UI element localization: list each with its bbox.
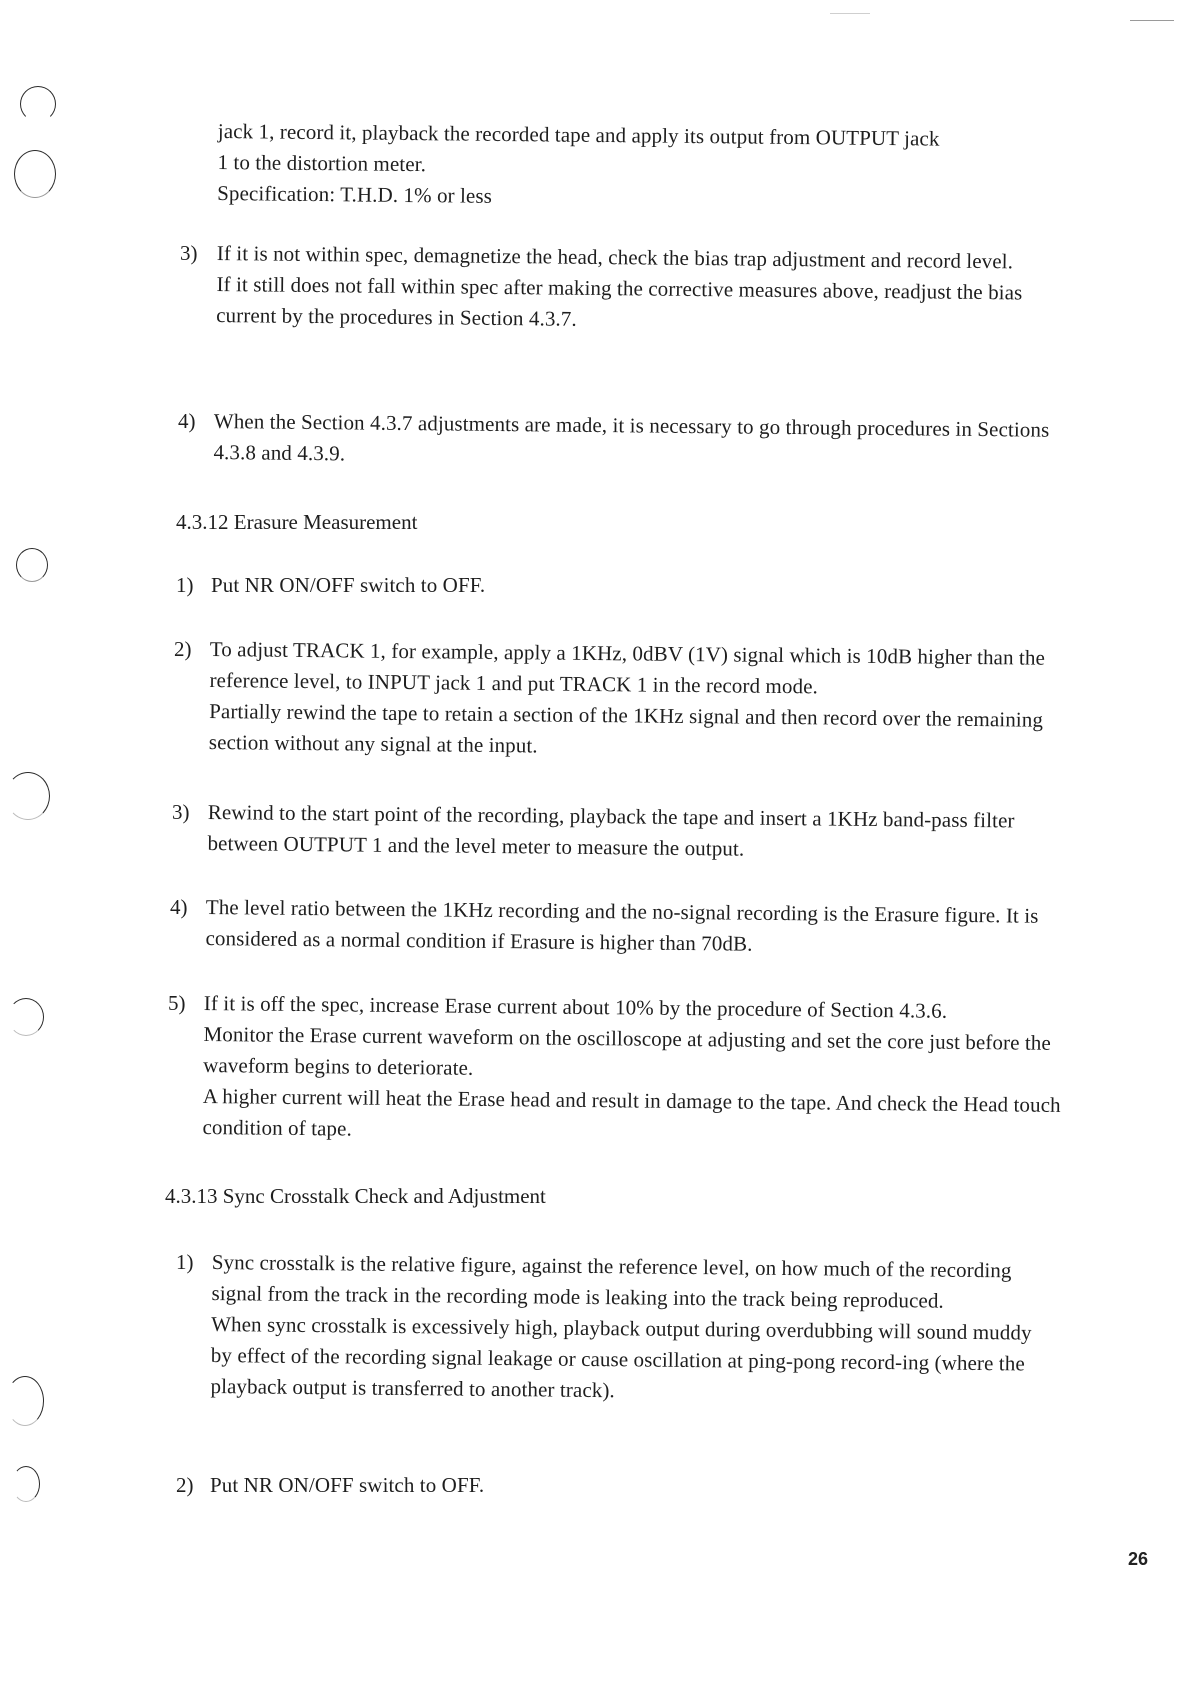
step-body xyxy=(210,1247,1057,1411)
step-paragraph: Put NR ON/OFF switch to OFF. xyxy=(210,1473,485,1497)
step-number: 1) xyxy=(176,573,194,597)
binder-hole-mark xyxy=(6,1376,44,1426)
step-paragraph: When the Section 4.3.7 adjustments are made, it is necessary to go through procedures in Sections 4.3.8 and 4.3.9. xyxy=(213,408,1050,466)
step-paragraph: If it is off the spec, increase Erase current about 10% by the procedure of Section 4.3.6. xyxy=(203,990,948,1023)
step-paragraph: When sync crosstalk is excessively high, playback output during overdubbing will sound muddy by effect of the recording signal leakage or cause oscillation at ping-pong record-ing (where the playback output is transferred to another track). xyxy=(210,1311,1032,1403)
step-paragraph: If it is not within spec, demagnetize the head, check the bias trap adjustment and record level. xyxy=(216,240,1014,274)
scan-speck xyxy=(1130,20,1174,21)
binder-hole-mark xyxy=(6,772,50,820)
step-paragraph: Partially rewind the tape to retain a section of the 1KHz signal and then record over the remaining section without any signal at the input. xyxy=(208,698,1044,758)
step-body xyxy=(205,892,1063,963)
step-body xyxy=(211,570,1071,601)
step-number: 5) xyxy=(168,991,186,1015)
step-body xyxy=(210,1470,1060,1501)
continuation-line xyxy=(217,116,1078,218)
binder-hole-mark xyxy=(16,548,48,582)
binder-hole-mark xyxy=(20,86,56,122)
step-body xyxy=(207,797,1065,868)
scan-speck xyxy=(830,13,870,14)
step-paragraph: Sync crosstalk is the relative figure, against the reference level, on how much of the recording signal from the track in the recording mode is leaking into the track being reproduced. xyxy=(211,1249,1012,1313)
step-body xyxy=(202,988,1062,1152)
step-paragraph: Put NR ON/OFF switch to OFF. xyxy=(211,573,486,597)
step-number: 4) xyxy=(170,895,188,919)
step-number: 2) xyxy=(176,1473,194,1497)
step-paragraph: Rewind to the start point of the recording, playback the tape and insert a 1KHz band-pass filter between OUTPUT 1 and the level meter to measure the output. xyxy=(207,799,1015,861)
section-heading: 4.3.13 Sync Crosstalk Check and Adjustment xyxy=(165,1184,546,1208)
step-paragraph: To adjust TRACK 1, for example, apply a 1KHz, 0dBV (1V) signal which is 10dB higher than the reference level, to INPUT jack 1 and put TRACK 1 in the record mode. xyxy=(209,636,1046,699)
step-number: 2) xyxy=(174,637,192,661)
step-number: 4) xyxy=(178,409,196,433)
step-number: 3) xyxy=(172,800,190,824)
step-number: 1) xyxy=(176,1250,194,1274)
step-body xyxy=(213,406,1071,477)
binder-hole-mark xyxy=(14,150,56,198)
step-paragraph: A higher current will heat the Erase head and result in damage to the tape. And check the Head touch condition of tape. xyxy=(202,1083,1061,1141)
continuation-text: jack 1, record it, playback the recorded tape and apply its output from OUTPUT jack xyxy=(217,118,940,151)
binder-hole-mark xyxy=(8,998,44,1036)
step-body xyxy=(216,238,1072,340)
specification-line: Specification: T.H.D. 1% or less xyxy=(217,180,493,208)
step-paragraph: If it still does not fall within spec after making the corrective measures above, readjust the bias current by the procedures in Section 4.3.7. xyxy=(216,271,1023,331)
step-paragraph: Monitor the Erase current waveform on the oscilloscope at adjusting and set the core just before the waveform begins to deteriorate. xyxy=(203,1021,1052,1080)
step-body xyxy=(209,634,1067,767)
step-paragraph: The level ratio between the 1KHz recording and the no-signal recording is the Erasure figure. It is considered as a normal condition if Erasure is higher than 70dB. xyxy=(205,894,1039,956)
binder-hole-mark xyxy=(12,1466,40,1502)
page-number: 26 xyxy=(1128,1549,1149,1569)
continuation-text: 1 to the distortion meter. xyxy=(217,149,427,177)
step-number: 3) xyxy=(180,241,198,265)
section-heading: 4.3.12 Erasure Measurement xyxy=(176,510,418,534)
